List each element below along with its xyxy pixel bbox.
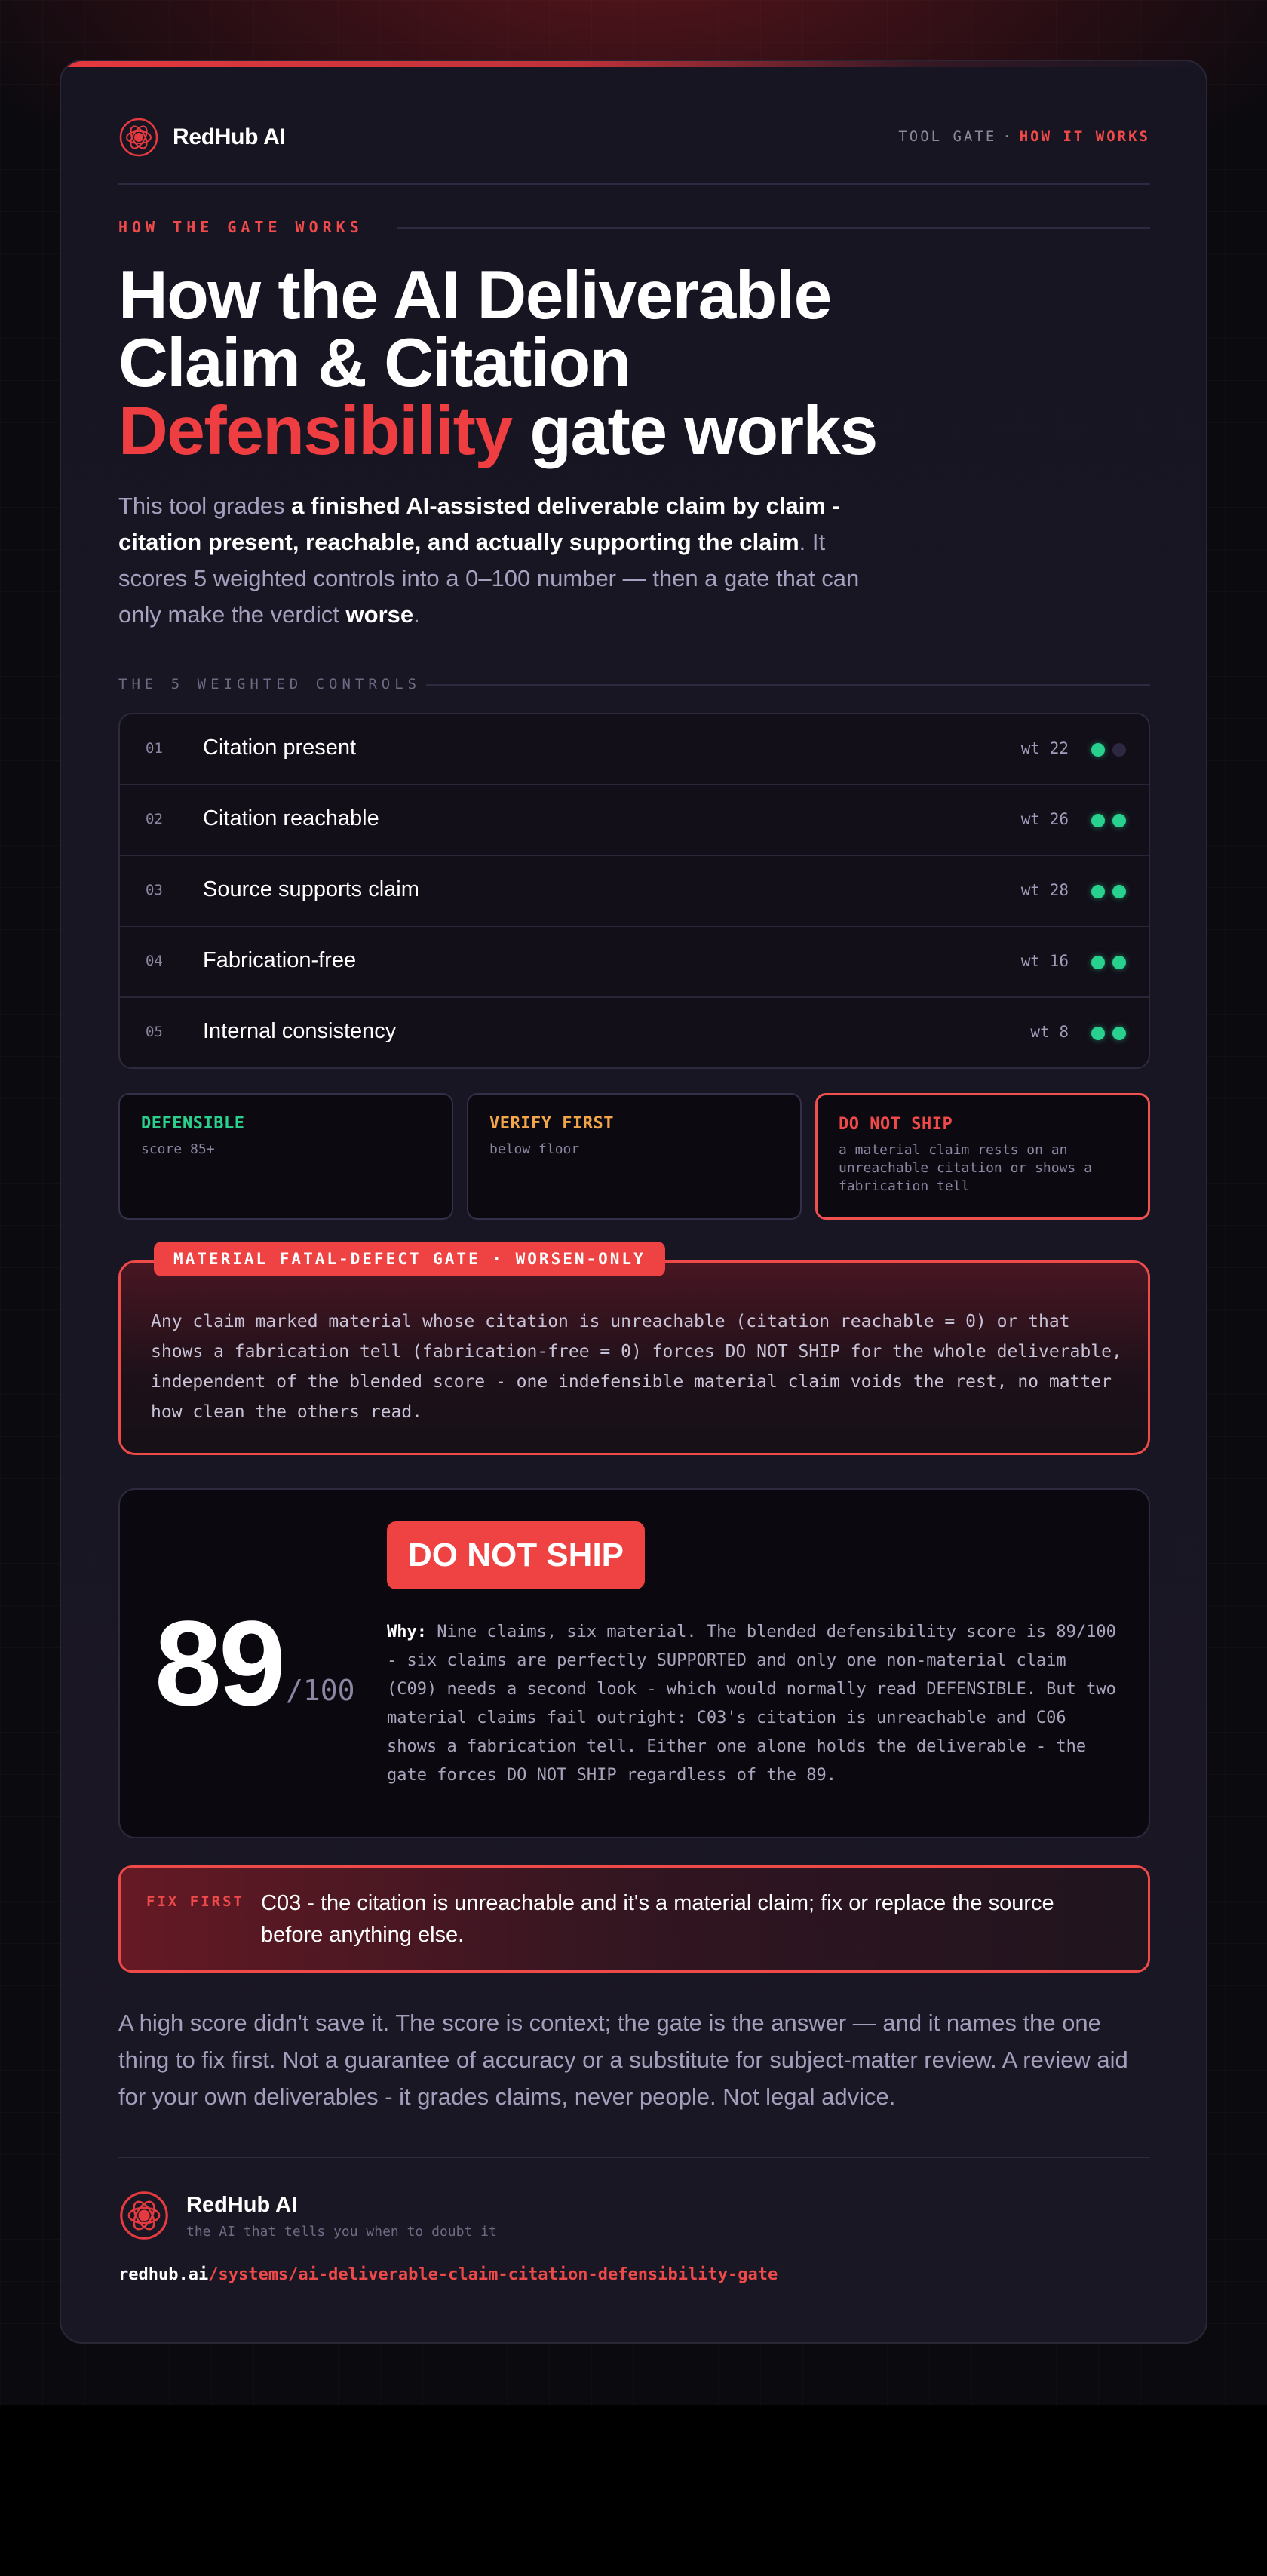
control-weight: wt 28 <box>1020 881 1069 899</box>
result-card <box>118 1488 1150 1838</box>
control-status-dots <box>1091 743 1126 757</box>
redhub-logo-icon[interactable] <box>118 117 159 158</box>
control-number: 03 <box>146 882 163 898</box>
score-denominator: /100 <box>286 1674 355 1707</box>
lede-part-1: This tool grades <box>118 493 292 519</box>
lede-paragraph <box>118 488 888 633</box>
gate-description: Any claim marked material whose citation is unreachable (citation reachable = 0) or that shows a fabrication tell (fabrication-free = 0) forces DO NOT SHIP for the whole deliverable, independent of the blended score - one indefensible material claim voids the rest, no matter how clean the others read. <box>151 1312 1122 1422</box>
verdict-title: DO NOT SHIP <box>839 1115 953 1134</box>
status-dot-icon <box>1112 885 1126 898</box>
control-number: 01 <box>146 740 163 757</box>
verdict-do-not-ship <box>815 1093 1150 1220</box>
eyebrow <box>118 218 1150 238</box>
control-weight: wt 8 <box>1030 1023 1069 1041</box>
redhub-logo-icon[interactable] <box>118 2190 170 2241</box>
url-path: /systems/ai-deliverable-claim-citation-defensibility-gate <box>208 2265 778 2284</box>
page-title <box>118 257 1150 469</box>
status-dot-icon <box>1091 956 1105 969</box>
controls-label-divider <box>426 684 1150 686</box>
control-number: 05 <box>146 1024 163 1040</box>
footer-tagline: the AI that tells you when to doubt it <box>186 2224 497 2240</box>
control-status-dots <box>1091 814 1126 827</box>
title-line-1: How the AI Deliverable <box>118 257 831 333</box>
control-row <box>120 785 1149 856</box>
status-dot-icon <box>1091 814 1105 827</box>
title-line-2: Claim & Citation <box>118 325 630 401</box>
nav-separator: · <box>1002 128 1014 145</box>
page-bottom-band <box>0 2405 1267 2576</box>
fix-first-label: FIX FIRST <box>146 1893 244 1910</box>
footer-brand-name: RedHub AI <box>186 2193 298 2217</box>
status-dot-icon <box>1091 885 1105 898</box>
why-label: Why: <box>387 1623 427 1641</box>
status-dot-icon <box>1112 956 1126 969</box>
status-dot-icon <box>1091 743 1105 757</box>
controls-label-text: THE 5 WEIGHTED CONTROLS <box>118 676 422 692</box>
footer-divider <box>118 2157 1150 2158</box>
header <box>118 117 1150 177</box>
brand-name[interactable]: RedHub AI <box>173 124 286 149</box>
verdict-title: VERIFY FIRST <box>489 1114 614 1133</box>
fix-first-text: C03 - the citation is unreachable and it's a material claim; fix or replace the source before anything else. <box>261 1891 1054 1947</box>
header-divider <box>118 183 1150 185</box>
lede-part-2: . It scores 5 weighted controls into a 0–100 number — then a gate that can only make the verdict <box>118 529 860 628</box>
control-row <box>120 998 1149 1069</box>
control-name: Internal consistency <box>203 1019 397 1043</box>
title-rest: gate works <box>511 393 877 469</box>
status-dot-icon <box>1091 1027 1105 1040</box>
control-status-dots <box>1091 1027 1126 1040</box>
controls-list <box>118 713 1150 1069</box>
verdict-verify-first <box>467 1093 802 1220</box>
control-name: Citation present <box>203 735 357 760</box>
url-host: redhub.ai <box>118 2265 209 2284</box>
footer-url-link[interactable] <box>118 2265 778 2284</box>
closing-paragraph: A high score didn't save it. The score is context; the gate is the answer — and it names the one thing to fix first. Not a guarantee of accuracy or a substitute for subject-matter review. A review aid for your own deliverables - it grades claims, never people. Not legal advice. <box>118 2010 1128 2110</box>
lede-bold-1: a finished AI-assisted deliverable claim by claim - citation present, reachable, and actually supporting the claim <box>118 493 840 555</box>
verdict-legend <box>118 1093 1150 1220</box>
fix-first-callout <box>118 1865 1150 1973</box>
nav-how-it-works[interactable]: HOW IT WORKS <box>1019 128 1150 145</box>
why-text: Nine claims, six material. The blended defensibility score is 89/100 - six claims are perfectly SUPPORTED and only one non-material claim (C09) needs a second look - which would normally read DEFENSIBLE. But two material claims fail outright: C03's citation is unreachable and C06 shows a fabrication tell. Either one alone holds the deliverable - the gate forces DO NOT SHIP regardless of the 89. <box>387 1623 1116 1785</box>
control-row <box>120 714 1149 785</box>
control-name: Citation reachable <box>203 806 379 831</box>
verdict-title: DEFENSIBLE <box>141 1114 245 1133</box>
status-dot-icon <box>1112 1027 1126 1040</box>
explainer-card <box>60 60 1207 2344</box>
verdict-explanation <box>387 1618 1126 1790</box>
control-name: Fabrication-free <box>203 948 357 972</box>
control-weight: wt 16 <box>1020 952 1069 970</box>
status-dot-icon <box>1112 743 1126 757</box>
control-row <box>120 856 1149 927</box>
control-number: 04 <box>146 953 163 969</box>
controls-section-label <box>118 676 1150 694</box>
card-accent-bar <box>61 61 1206 67</box>
lede-part-3: . <box>413 601 420 628</box>
eyebrow-text: HOW THE GATE WORKS <box>118 218 364 236</box>
verdict-defensible <box>118 1093 453 1220</box>
control-status-dots <box>1091 885 1126 898</box>
verdict-sub: score 85+ <box>141 1141 215 1157</box>
control-weight: wt 26 <box>1020 810 1069 828</box>
header-nav <box>898 128 1150 145</box>
gate-tag: MATERIAL FATAL-DEFECT GATE · WORSEN-ONLY <box>154 1242 665 1276</box>
eyebrow-divider <box>397 227 1150 229</box>
verdict-sub: a material claim rests on an unreachable citation or shows a fabrication tell <box>839 1142 1092 1194</box>
control-status-dots <box>1091 956 1126 969</box>
nav-tool-gate[interactable]: TOOL GATE <box>898 128 997 145</box>
fatal-defect-gate-panel <box>118 1250 1150 1455</box>
control-number: 02 <box>146 811 163 827</box>
title-highlight: Defensibility <box>118 393 512 469</box>
control-name: Source supports claim <box>203 877 419 901</box>
lede-bold-2: worse <box>345 601 414 628</box>
status-dot-icon <box>1112 814 1126 827</box>
control-row <box>120 927 1149 998</box>
verdict-sub: below floor <box>489 1141 580 1157</box>
verdict-badge: DO NOT SHIP <box>387 1521 645 1589</box>
score-value: 89 <box>155 1595 283 1730</box>
control-weight: wt 22 <box>1020 739 1069 757</box>
